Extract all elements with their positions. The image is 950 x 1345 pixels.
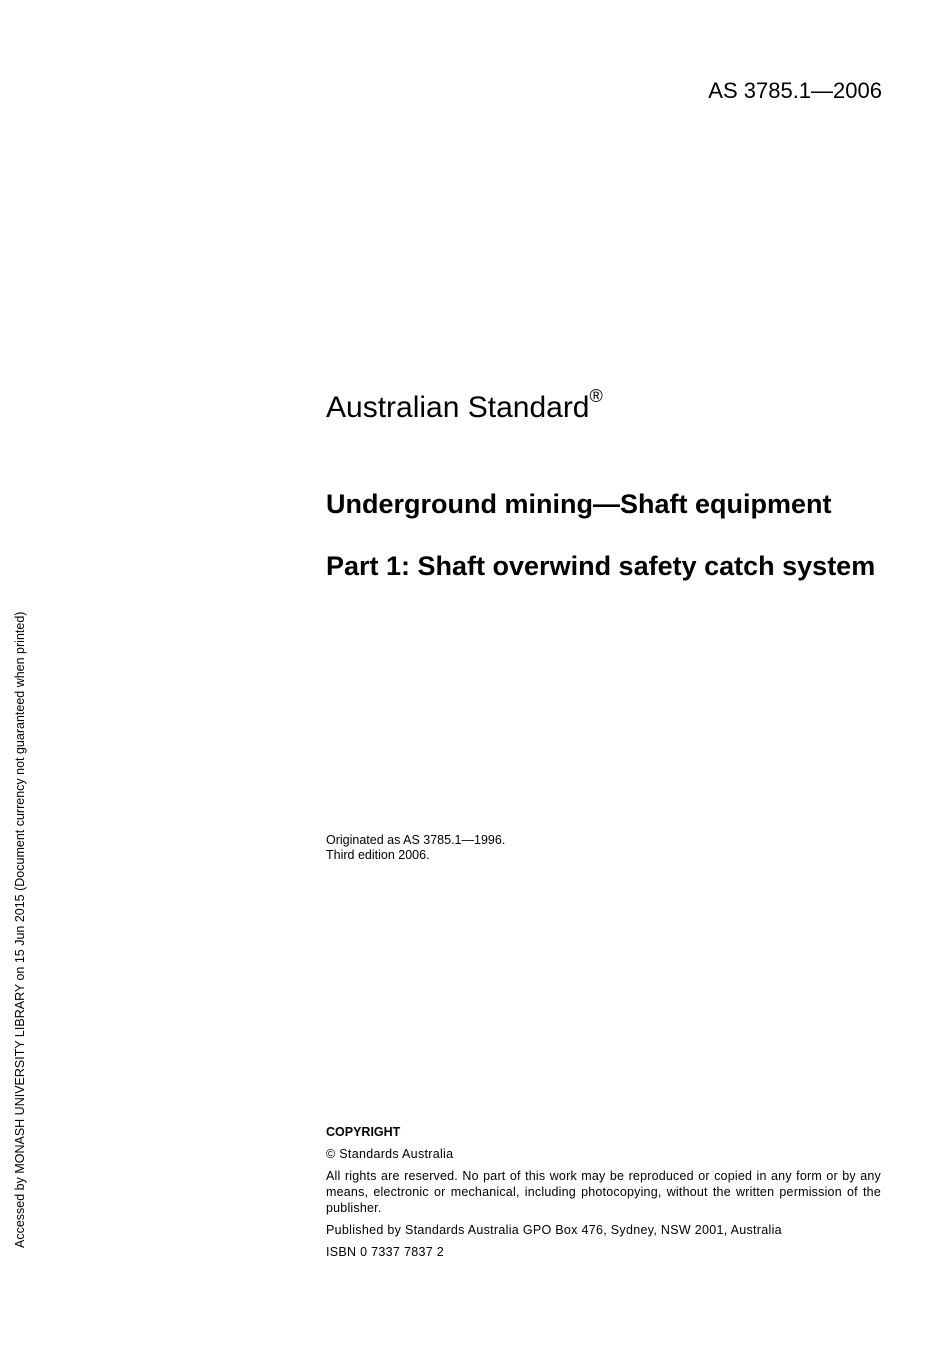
registered-mark: ® (589, 386, 603, 406)
copyright-heading: COPYRIGHT (326, 1125, 401, 1139)
part-title: Part 1: Shaft overwind safety catch system (326, 551, 876, 581)
originated-note: Originated as AS 3785.1—1996. (326, 833, 506, 847)
document-title: Underground mining—Shaft equipment (326, 489, 832, 519)
copyright-owner: © Standards Australia (326, 1147, 454, 1161)
edition-note: Third edition 2006. (326, 848, 430, 862)
access-note: Accessed by MONASH UNIVERSITY LIBRARY on 15 Jun 2015 (Document currency not guaranteed when printed) (13, 611, 27, 1248)
isbn: ISBN 0 7337 7837 2 (326, 1245, 444, 1259)
copyright-block (326, 1124, 881, 1266)
standard-number: AS 3785.1—2006 (708, 78, 882, 103)
series-title (326, 380, 603, 428)
series-title-text: Australian Standard (326, 391, 590, 424)
rights-statement: All rights are reserved. No part of this work may be reproduced or copied in any form or by any means, electronic or mechanical, including photocopying, without the written permission of the publisher. (326, 1169, 881, 1215)
publisher-info: Published by Standards Australia GPO Box 476, Sydney, NSW 2001, Australia (326, 1223, 782, 1237)
origin-info (326, 833, 505, 863)
